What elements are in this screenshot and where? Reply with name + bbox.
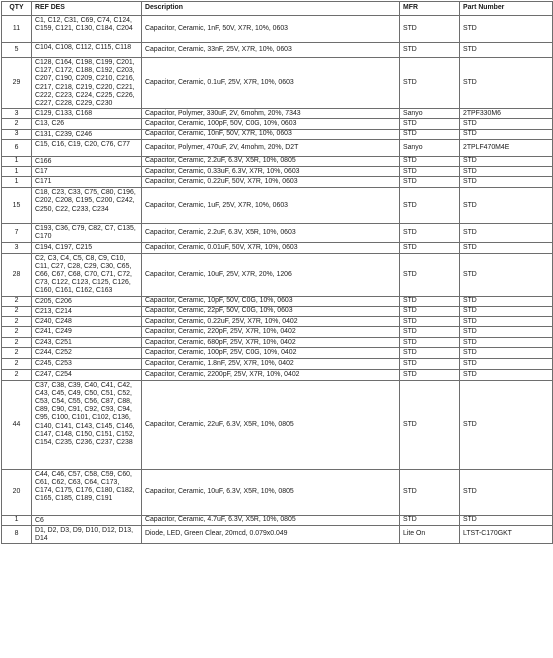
ref-des-cell: D1, D2, D3, D9, D10, D12, D13, D14 (32, 525, 142, 543)
bom-body (2, 16, 553, 544)
ref-des-cell: C2, C3, C4, C5, C8, C9, C10, C11, C27, C28, C29, C30, C65, C66, C67, C68, C70, C71, C72, C73, C122, C123, C125, C126, C160, C161, C162, C163 (32, 253, 142, 296)
qty-cell: 6 (2, 139, 32, 156)
ref-des-cell: C15, C16, C19, C20, C76, C77 (32, 139, 142, 156)
ref-des-cell: C129, C133, C168 (32, 109, 142, 119)
qty-cell: 2 (2, 369, 32, 380)
part-number-cell: 2TPLF470M4E (460, 139, 553, 156)
part-number-cell: STD (460, 242, 553, 253)
mfr-cell: STD (400, 359, 460, 369)
ref-des-cell: C128, C164, C198, C199, C201, C127, C172, C188, C192, C203, C207, C190, C209, C210, C216, C217, C218, C219, C220, C221, C222, C223, C224, C225, C226, C227, C228, C229, C230 (32, 58, 142, 109)
mfr-cell: STD (400, 253, 460, 296)
table-row (2, 525, 553, 543)
mfr-cell: STD (400, 188, 460, 224)
table-row (2, 43, 553, 58)
header-qty: QTY (2, 2, 32, 16)
table-row (2, 359, 553, 369)
part-number-cell: STD (460, 167, 553, 177)
qty-cell: 5 (2, 43, 32, 58)
table-row (2, 253, 553, 296)
part-number-cell: STD (460, 129, 553, 139)
ref-des-cell: C247, C254 (32, 369, 142, 380)
part-number-cell: STD (460, 177, 553, 188)
mfr-cell: STD (400, 338, 460, 348)
part-number-cell: STD (460, 469, 553, 515)
description-cell: Capacitor, Ceramic, 1nF, 50V, X7R, 10%, 0603 (142, 16, 400, 43)
part-number-cell: STD (460, 296, 553, 306)
bom-table (1, 1, 553, 544)
part-number-cell: STD (460, 156, 553, 166)
mfr-cell: STD (400, 119, 460, 129)
table-row (2, 317, 553, 327)
mfr-cell: STD (400, 469, 460, 515)
table-row (2, 177, 553, 188)
mfr-cell: STD (400, 369, 460, 380)
qty-cell: 2 (2, 119, 32, 129)
qty-cell: 3 (2, 109, 32, 119)
part-number-cell: STD (460, 317, 553, 327)
part-number-cell: 2TPF330M6 (460, 109, 553, 119)
qty-cell: 2 (2, 296, 32, 306)
part-number-cell: STD (460, 380, 553, 469)
ref-des-cell: C241, C249 (32, 327, 142, 338)
qty-cell: 15 (2, 188, 32, 224)
part-number-cell: STD (460, 515, 553, 525)
mfr-cell: STD (400, 306, 460, 316)
part-number-cell: STD (460, 16, 553, 43)
qty-cell: 11 (2, 16, 32, 43)
qty-cell: 1 (2, 167, 32, 177)
qty-cell: 1 (2, 515, 32, 525)
part-number-cell: STD (460, 327, 553, 338)
table-row (2, 156, 553, 166)
ref-des-cell: C194, C197, C215 (32, 242, 142, 253)
ref-des-cell: C18, C23, C33, C75, C80, C196, C202, C208, C195, C200, C242, C250, C22, C233, C234 (32, 188, 142, 224)
table-row (2, 109, 553, 119)
ref-des-cell: C205, C206 (32, 296, 142, 306)
qty-cell: 20 (2, 469, 32, 515)
description-cell: Capacitor, Ceramic, 100pF, 25V, C0G, 10%, 0402 (142, 348, 400, 359)
description-cell: Capacitor, Ceramic, 100pF, 50V, C0G, 10%, 0603 (142, 119, 400, 129)
mfr-cell: STD (400, 515, 460, 525)
description-cell: Capacitor, Ceramic, 2200pF, 25V, X7R, 10%, 0402 (142, 369, 400, 380)
description-cell: Capacitor, Ceramic, 0.1uF, 25V, X7R, 10%, 0603 (142, 58, 400, 109)
ref-des-cell: C244, C252 (32, 348, 142, 359)
table-row (2, 119, 553, 129)
table-row (2, 348, 553, 359)
ref-des-cell: C166 (32, 156, 142, 166)
description-cell: Capacitor, Polymer, 330uF, 2V, 6mohm, 20%, 7343 (142, 109, 400, 119)
table-row (2, 469, 553, 515)
header-description: Description (142, 2, 400, 16)
qty-cell: 7 (2, 224, 32, 242)
table-row (2, 369, 553, 380)
table-row (2, 306, 553, 316)
part-number-cell: STD (460, 348, 553, 359)
description-cell: Capacitor, Ceramic, 0.01uF, 50V, X7R, 10%, 0603 (142, 242, 400, 253)
mfr-cell: STD (400, 156, 460, 166)
ref-des-cell: C171 (32, 177, 142, 188)
part-number-cell: STD (460, 119, 553, 129)
description-cell: Capacitor, Ceramic, 0.22uF, 50V, X7R, 10%, 0603 (142, 177, 400, 188)
qty-cell: 2 (2, 359, 32, 369)
mfr-cell: STD (400, 348, 460, 359)
mfr-cell: Sanyo (400, 139, 460, 156)
part-number-cell: STD (460, 359, 553, 369)
part-number-cell: STD (460, 253, 553, 296)
ref-des-cell: C6 (32, 515, 142, 525)
mfr-cell: STD (400, 58, 460, 109)
description-cell: Capacitor, Ceramic, 1.8nF, 25V, X7R, 10%, 0402 (142, 359, 400, 369)
ref-des-cell: C245, C253 (32, 359, 142, 369)
description-cell: Capacitor, Ceramic, 680pF, 25V, X7R, 10%, 0402 (142, 338, 400, 348)
header-row (2, 2, 553, 16)
description-cell: Capacitor, Ceramic, 4.7uF, 6.3V, X5R, 10%, 0805 (142, 515, 400, 525)
ref-des-cell: C240, C248 (32, 317, 142, 327)
header-ref-des: REF DES (32, 2, 142, 16)
description-cell: Capacitor, Ceramic, 10nF, 50V, X7R, 10%, 0603 (142, 129, 400, 139)
table-row (2, 16, 553, 43)
qty-cell: 3 (2, 242, 32, 253)
part-number-cell: LTST-C170GKT (460, 525, 553, 543)
mfr-cell: STD (400, 16, 460, 43)
mfr-cell: STD (400, 129, 460, 139)
description-cell: Capacitor, Ceramic, 10uF, 25V, X7R, 20%, 1206 (142, 253, 400, 296)
qty-cell: 2 (2, 327, 32, 338)
description-cell: Capacitor, Ceramic, 2.2uF, 6.3V, X5R, 10%, 0805 (142, 156, 400, 166)
mfr-cell: STD (400, 43, 460, 58)
mfr-cell: STD (400, 177, 460, 188)
table-row (2, 129, 553, 139)
mfr-cell: Lite On (400, 525, 460, 543)
mfr-cell: STD (400, 317, 460, 327)
mfr-cell: STD (400, 380, 460, 469)
qty-cell: 2 (2, 348, 32, 359)
part-number-cell: STD (460, 224, 553, 242)
qty-cell: 1 (2, 177, 32, 188)
description-cell: Capacitor, Ceramic, 0.22uF, 25V, X7R, 10%, 0402 (142, 317, 400, 327)
part-number-cell: STD (460, 188, 553, 224)
description-cell: Capacitor, Ceramic, 22pF, 50V, C0G, 10%, 0603 (142, 306, 400, 316)
qty-cell: 28 (2, 253, 32, 296)
table-row (2, 167, 553, 177)
ref-des-cell: C193, C36, C79, C82, C7, C135, C170 (32, 224, 142, 242)
ref-des-cell: C37, C38, C39, C40, C41, C42, C43, C45, C49, C50, C51, C52, C53, C54, C55, C56, C87, C88, C89, C90, C91, C92, C93, C94, C95, C100, C101, C102, C136, C140, C141, C143, C145, C146, C147, C148, C150, C151, C152, C154, C235, C236, C237, C238 (32, 380, 142, 469)
ref-des-cell: C13, C26 (32, 119, 142, 129)
qty-cell: 2 (2, 338, 32, 348)
description-cell: Capacitor, Ceramic, 220pF, 25V, X7R, 10%, 0402 (142, 327, 400, 338)
table-row (2, 515, 553, 525)
table-row (2, 224, 553, 242)
header-mfr: MFR (400, 2, 460, 16)
table-row (2, 380, 553, 469)
description-cell: Capacitor, Ceramic, 2.2uF, 6.3V, X5R, 10%, 0603 (142, 224, 400, 242)
description-cell: Capacitor, Ceramic, 10uF, 6.3V, X5R, 10%, 0805 (142, 469, 400, 515)
qty-cell: 8 (2, 525, 32, 543)
part-number-cell: STD (460, 338, 553, 348)
ref-des-cell: C1, C12, C31, C69, C74, C124, C159, C121, C130, C184, C204 (32, 16, 142, 43)
qty-cell: 2 (2, 317, 32, 327)
table-row (2, 296, 553, 306)
ref-des-cell: C243, C251 (32, 338, 142, 348)
description-cell: Capacitor, Ceramic, 0.33uF, 6.3V, X7R, 10%, 0603 (142, 167, 400, 177)
part-number-cell: STD (460, 43, 553, 58)
table-row (2, 327, 553, 338)
mfr-cell: STD (400, 327, 460, 338)
ref-des-cell: C104, C108, C112, C115, C118 (32, 43, 142, 58)
bom-sheet (1, 1, 552, 544)
ref-des-cell: C131, C239, C246 (32, 129, 142, 139)
qty-cell: 2 (2, 306, 32, 316)
mfr-cell: STD (400, 242, 460, 253)
header-part-number: Part Number (460, 2, 553, 16)
description-cell: Capacitor, Ceramic, 22uF, 6.3V, X5R, 10%, 0805 (142, 380, 400, 469)
table-row (2, 139, 553, 156)
ref-des-cell: C213, C214 (32, 306, 142, 316)
table-row (2, 188, 553, 224)
part-number-cell: STD (460, 58, 553, 109)
table-row (2, 338, 553, 348)
qty-cell: 29 (2, 58, 32, 109)
ref-des-cell: C44, C46, C57, C58, C59, C60, C61, C62, C63, C64, C173, C174, C175, C176, C180, C182, C165, C185, C189, C191 (32, 469, 142, 515)
description-cell: Capacitor, Ceramic, 33nF, 25V, X7R, 10%, 0603 (142, 43, 400, 58)
qty-cell: 44 (2, 380, 32, 469)
mfr-cell: STD (400, 224, 460, 242)
qty-cell: 1 (2, 156, 32, 166)
qty-cell: 3 (2, 129, 32, 139)
table-row (2, 242, 553, 253)
description-cell: Capacitor, Ceramic, 1uF, 25V, X7R, 10%, 0603 (142, 188, 400, 224)
description-cell: Capacitor, Polymer, 470uF, 2V, 4mohm, 20%, D2T (142, 139, 400, 156)
table-row (2, 58, 553, 109)
description-cell: Diode, LED, Green Clear, 20mcd, 0.079x0.049 (142, 525, 400, 543)
part-number-cell: STD (460, 369, 553, 380)
description-cell: Capacitor, Ceramic, 10pF, 50V, C0G, 10%, 0603 (142, 296, 400, 306)
part-number-cell: STD (460, 306, 553, 316)
mfr-cell: STD (400, 167, 460, 177)
mfr-cell: Sanyo (400, 109, 460, 119)
mfr-cell: STD (400, 296, 460, 306)
ref-des-cell: C17 (32, 167, 142, 177)
